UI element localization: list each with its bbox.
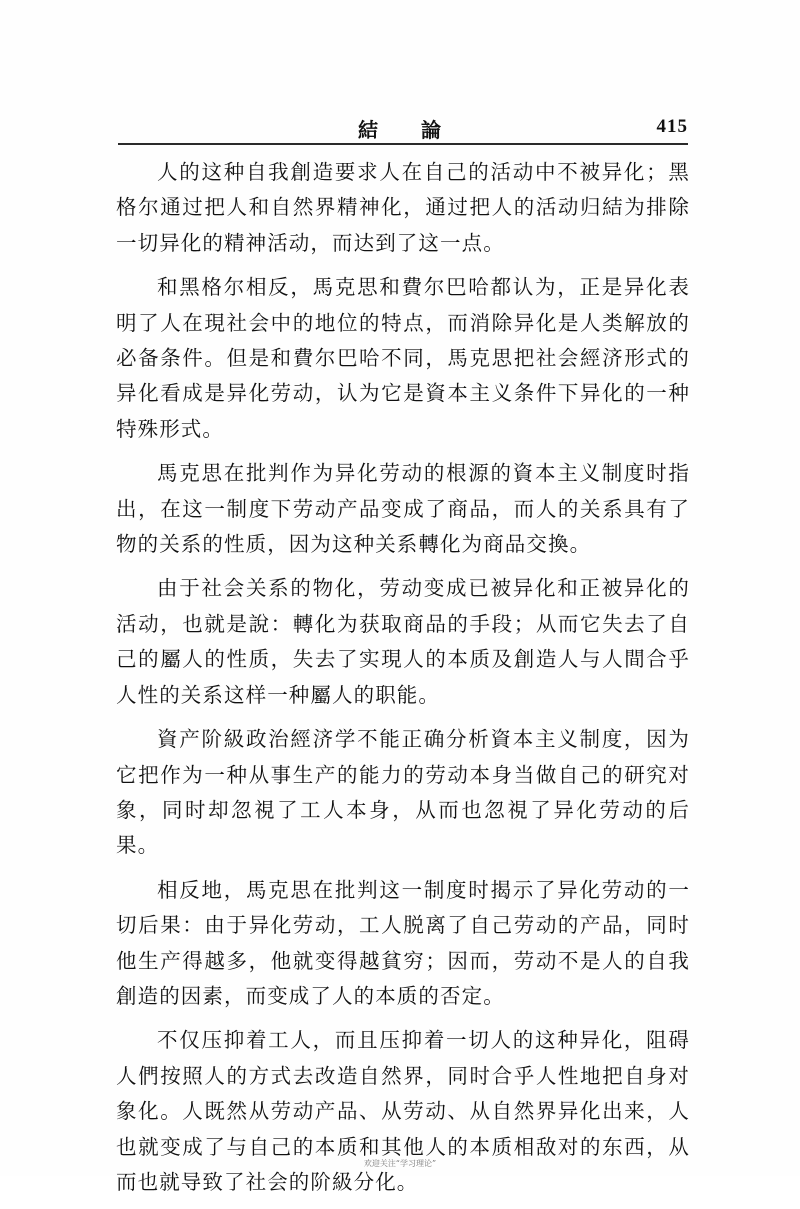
paragraph-6: 相反地，馬克思在批判这一制度时揭示了异化劳动的一切后果：由于异化劳动，工人脱离了自己劳动的产品，同时他生产得越多，他就变得越貧穷；因而，劳动不是人的自我創造的因素，而变成了人的本质的否定。	[116, 877, 690, 1008]
paragraph-3: 馬克思在批判作为异化劳动的根源的資本主义制度时指出，在这一制度下劳动产品变成了商品，而人的关系具有了物的关系的性质，因为这种关系轉化为商品交換。	[116, 461, 690, 557]
running-header	[118, 112, 688, 142]
page-number: 415	[656, 116, 688, 137]
paragraph-1: 人的这种自我創造要求人在自己的活动中不被异化；黑格尔通过把人和自然界精神化，通过把人的活动归結为排除一切异化的精神活动，而达到了这一点。	[116, 160, 690, 255]
paragraph-2: 和黑格尔相反，馬克思和費尔巴哈都认为，正是异化表明了人在現社会中的地位的特点，而消除异化是人类解放的必备条件。但是和費尔巴哈不同，馬克思把社会經济形式的异化看成是异化劳动，认为它是資本主义条件下异化的一种特殊形式。	[116, 275, 690, 441]
paragraph-7: 不仅压抑着工人，而且压抑着一切人的这种异化，阻碍人們按照人的方式去改造自然界，同时合乎人性地把自身对象化。人既然从劳动产品、从劳动、从自然界异化出来，人也就变成了与自己的本质和其他人的本质相敌对的东西，从而也就导致了社会的阶級分化。	[116, 1028, 690, 1194]
chapter-title: 結 論	[358, 118, 459, 142]
paragraph-5: 資产阶級政治經济学不能正确分析資本主义制度，因为它把作为一种从事生产的能力的劳动本身当做自己的研究对象，同时却忽視了工人本身，从而也忽視了异化劳动的后果。	[116, 727, 690, 858]
body-text	[116, 155, 690, 1209]
paragraph-4: 由于社会关系的物化，劳动变成已被异化和正被异化的活动，也就是說：轉化为获取商品的手段；从而它失去了自己的屬人的性质，失去了实現人的本质及創造人与人間合乎人性的关系这样一种屬人的职能。	[116, 576, 690, 707]
header-rule	[118, 143, 688, 145]
footer-note: 欢迎关注“学习理论”	[363, 1159, 437, 1168]
